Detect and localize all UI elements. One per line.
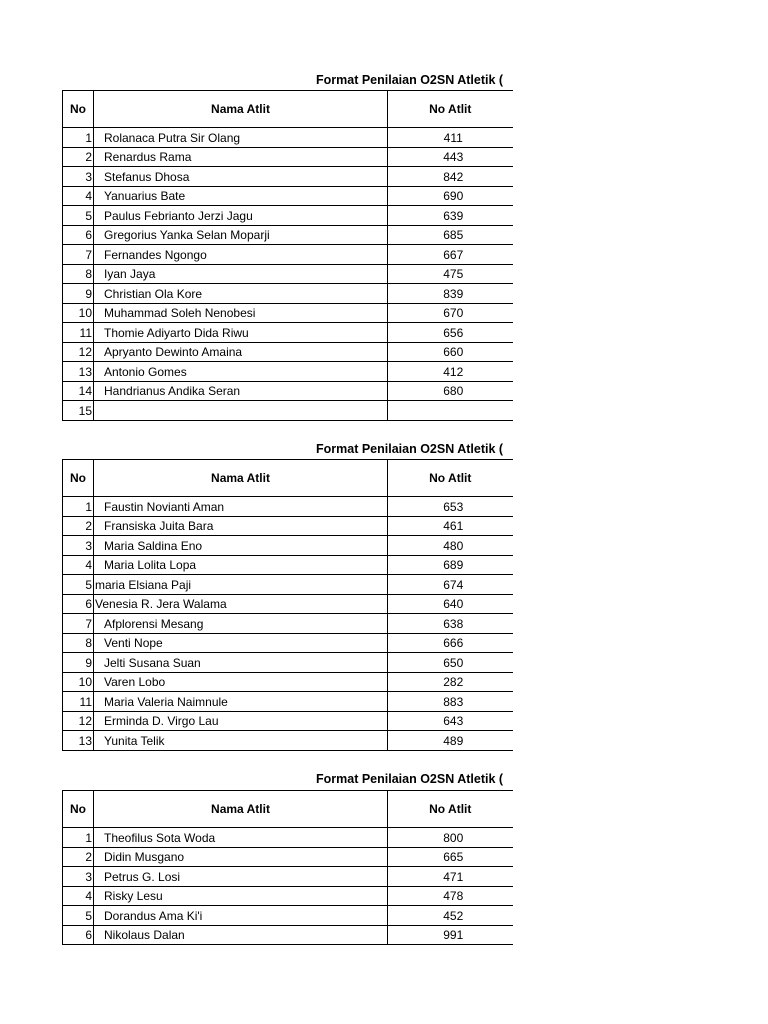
cell-nama: Theofilus Sota Woda xyxy=(94,828,388,848)
cell-no: 8 xyxy=(63,633,94,653)
cell-no-atlit: 685 xyxy=(388,225,513,245)
header-nama-atlit: Nama Atlit xyxy=(94,91,388,128)
table-row xyxy=(63,342,513,362)
cell-nama: Nikolaus Dalan xyxy=(94,925,388,945)
cell-no-atlit: 656 xyxy=(388,323,513,343)
cell-nama: Stefanus Dhosa xyxy=(94,167,388,187)
cell-no: 11 xyxy=(63,692,94,712)
cell-nama: Paulus Febrianto Jerzi Jagu xyxy=(94,206,388,226)
cell-no-atlit: 842 xyxy=(388,167,513,187)
table-row xyxy=(63,847,513,867)
cell-no-atlit: 480 xyxy=(388,536,513,556)
cell-no: 9 xyxy=(63,284,94,304)
cell-nama: Rolanaca Putra Sir Olang xyxy=(94,128,388,148)
table-row xyxy=(63,711,513,731)
cell-no: 13 xyxy=(63,362,94,382)
cell-nama: Apryanto Dewinto Amaina xyxy=(94,342,388,362)
cell-nama: Afplorensi Mesang xyxy=(94,614,388,634)
cell-no: 5 xyxy=(63,906,94,926)
cell-no: 7 xyxy=(63,614,94,634)
table-row xyxy=(63,594,513,614)
table-row xyxy=(63,206,513,226)
cell-no: 2 xyxy=(63,847,94,867)
cell-no: 6 xyxy=(63,925,94,945)
cell-no: 15 xyxy=(63,401,94,421)
cell-nama: Venti Nope xyxy=(94,633,388,653)
cell-no: 12 xyxy=(63,342,94,362)
table-row xyxy=(63,167,513,187)
table-row xyxy=(63,362,513,382)
cell-no-atlit: 443 xyxy=(388,147,513,167)
header-no: No xyxy=(63,791,94,828)
cell-no-atlit: 478 xyxy=(388,886,513,906)
table-header-row xyxy=(63,460,513,497)
cell-nama: Handrianus Andika Seran xyxy=(94,381,388,401)
table-row xyxy=(63,886,513,906)
cell-nama: Venesia R. Jera Walama xyxy=(94,594,388,614)
cell-no-atlit: 883 xyxy=(388,692,513,712)
cell-no-atlit: 643 xyxy=(388,711,513,731)
table-row xyxy=(63,225,513,245)
table-row xyxy=(63,828,513,848)
cell-no-atlit: 461 xyxy=(388,516,513,536)
cell-nama: Fernandes Ngongo xyxy=(94,245,388,265)
cell-nama: Maria Valeria Naimnule xyxy=(94,692,388,712)
table-row xyxy=(63,614,513,634)
cell-no-atlit: 475 xyxy=(388,264,513,284)
header-no-atlit: No Atlit xyxy=(388,91,513,128)
cell-no: 6 xyxy=(63,225,94,245)
cell-no-atlit: 670 xyxy=(388,303,513,323)
cell-nama: Iyan Jaya xyxy=(94,264,388,284)
header-nama-atlit: Nama Atlit xyxy=(94,791,388,828)
cell-no-atlit: 638 xyxy=(388,614,513,634)
cell-no: 2 xyxy=(63,516,94,536)
cell-no-atlit: 452 xyxy=(388,906,513,926)
cell-no: 13 xyxy=(63,731,94,751)
table-row xyxy=(63,867,513,887)
cell-no: 6 xyxy=(63,594,94,614)
cell-nama: Maria Saldina Eno xyxy=(94,536,388,556)
cell-no: 2 xyxy=(63,147,94,167)
cell-nama: Erminda D. Virgo Lau xyxy=(94,711,388,731)
table-row xyxy=(63,906,513,926)
cell-nama: Risky Lesu xyxy=(94,886,388,906)
cell-nama: Varen Lobo xyxy=(94,672,388,692)
cell-no: 5 xyxy=(63,575,94,595)
table-row xyxy=(63,497,513,517)
section-title: Format Penilaian O2SN Atletik ( xyxy=(316,772,504,786)
table-row xyxy=(63,731,513,751)
header-no-atlit: No Atlit xyxy=(388,460,513,497)
cell-no: 1 xyxy=(63,497,94,517)
athlete-table xyxy=(62,90,513,421)
athlete-table xyxy=(62,790,513,945)
cell-nama: Jelti Susana Suan xyxy=(94,653,388,673)
table-row xyxy=(63,303,513,323)
cell-no-atlit: 471 xyxy=(388,867,513,887)
cell-no-atlit: 639 xyxy=(388,206,513,226)
table-row xyxy=(63,284,513,304)
table-row xyxy=(63,516,513,536)
cell-nama: Antonio Gomes xyxy=(94,362,388,382)
cell-nama: Maria Lolita Lopa xyxy=(94,555,388,575)
table-header-row xyxy=(63,791,513,828)
cell-no: 3 xyxy=(63,167,94,187)
header-no: No xyxy=(63,460,94,497)
cell-no: 4 xyxy=(63,186,94,206)
cell-no: 3 xyxy=(63,536,94,556)
cell-no-atlit: 665 xyxy=(388,847,513,867)
cell-no: 4 xyxy=(63,555,94,575)
cell-no-atlit: 660 xyxy=(388,342,513,362)
cell-no-atlit xyxy=(388,401,513,421)
cell-nama xyxy=(94,401,388,421)
athlete-table xyxy=(62,459,513,751)
table-row xyxy=(63,128,513,148)
cell-no-atlit: 489 xyxy=(388,731,513,751)
cell-no-atlit: 991 xyxy=(388,925,513,945)
cell-nama: Faustin Novianti Aman xyxy=(94,497,388,517)
cell-nama: maria Elsiana Paji xyxy=(94,575,388,595)
table-row xyxy=(63,633,513,653)
cell-no-atlit: 411 xyxy=(388,128,513,148)
cell-no: 7 xyxy=(63,245,94,265)
cell-no: 1 xyxy=(63,128,94,148)
cell-no-atlit: 800 xyxy=(388,828,513,848)
cell-nama: Thomie Adiyarto Dida Riwu xyxy=(94,323,388,343)
cell-no-atlit: 640 xyxy=(388,594,513,614)
cell-no: 10 xyxy=(63,303,94,323)
table-row xyxy=(63,672,513,692)
cell-no: 5 xyxy=(63,206,94,226)
cell-nama: Yanuarius Bate xyxy=(94,186,388,206)
table-row xyxy=(63,692,513,712)
cell-no-atlit: 689 xyxy=(388,555,513,575)
cell-nama: Muhammad Soleh Nenobesi xyxy=(94,303,388,323)
cell-nama: Dorandus Ama Ki'i xyxy=(94,906,388,926)
cell-no: 11 xyxy=(63,323,94,343)
table-row xyxy=(63,186,513,206)
cell-no: 8 xyxy=(63,264,94,284)
table-row xyxy=(63,555,513,575)
table-row xyxy=(63,245,513,265)
cell-no-atlit: 650 xyxy=(388,653,513,673)
table-row xyxy=(63,925,513,945)
table-row xyxy=(63,264,513,284)
cell-no-atlit: 839 xyxy=(388,284,513,304)
cell-no: 4 xyxy=(63,886,94,906)
cell-no: 10 xyxy=(63,672,94,692)
cell-no-atlit: 680 xyxy=(388,381,513,401)
section-title: Format Penilaian O2SN Atletik ( xyxy=(316,73,504,87)
cell-no-atlit: 690 xyxy=(388,186,513,206)
cell-no-atlit: 667 xyxy=(388,245,513,265)
cell-no-atlit: 666 xyxy=(388,633,513,653)
cell-no-atlit: 653 xyxy=(388,497,513,517)
cell-no: 14 xyxy=(63,381,94,401)
cell-no: 12 xyxy=(63,711,94,731)
cell-no-atlit: 412 xyxy=(388,362,513,382)
cell-nama: Gregorius Yanka Selan Moparji xyxy=(94,225,388,245)
cell-no: 9 xyxy=(63,653,94,673)
cell-no: 3 xyxy=(63,867,94,887)
cell-nama: Renardus Rama xyxy=(94,147,388,167)
header-nama-atlit: Nama Atlit xyxy=(94,460,388,497)
cell-nama: Fransiska Juita Bara xyxy=(94,516,388,536)
table-row xyxy=(63,323,513,343)
table-row xyxy=(63,381,513,401)
table-row xyxy=(63,147,513,167)
table-row xyxy=(63,401,513,421)
table-row xyxy=(63,653,513,673)
cell-no-atlit: 282 xyxy=(388,672,513,692)
cell-nama: Yunita Telik xyxy=(94,731,388,751)
section-title: Format Penilaian O2SN Atletik ( xyxy=(316,442,504,456)
cell-no-atlit: 674 xyxy=(388,575,513,595)
cell-nama: Didin Musgano xyxy=(94,847,388,867)
header-no: No xyxy=(63,91,94,128)
cell-no: 1 xyxy=(63,828,94,848)
table-header-row xyxy=(63,91,513,128)
table-row xyxy=(63,536,513,556)
header-no-atlit: No Atlit xyxy=(388,791,513,828)
cell-nama: Christian Ola Kore xyxy=(94,284,388,304)
cell-nama: Petrus G. Losi xyxy=(94,867,388,887)
table-row xyxy=(63,575,513,595)
